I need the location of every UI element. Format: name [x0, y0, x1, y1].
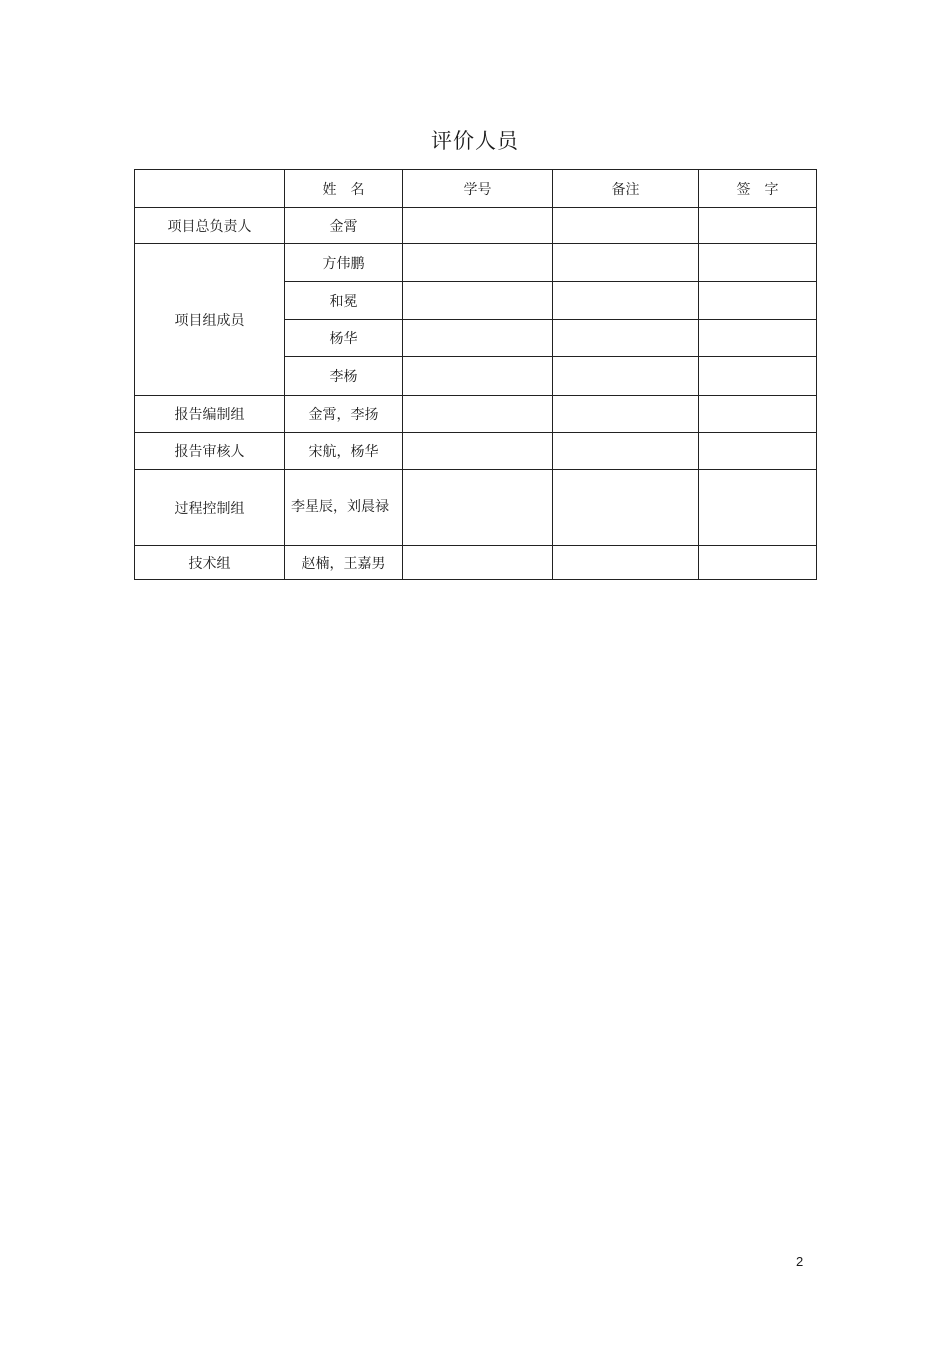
student-id-cell	[403, 396, 553, 433]
remarks-cell	[553, 208, 699, 244]
student-id-cell	[403, 357, 553, 396]
name-cell: 金霄	[285, 208, 403, 244]
student-id-cell	[403, 433, 553, 470]
table-row	[135, 470, 817, 546]
signature-cell	[699, 282, 817, 320]
remarks-cell	[553, 357, 699, 396]
name-cell: 方伟鹏	[285, 244, 403, 282]
name-cell: 和冕	[285, 282, 403, 320]
table-row	[135, 546, 817, 580]
student-id-cell	[403, 320, 553, 357]
remarks-cell	[553, 282, 699, 320]
table-row	[135, 396, 817, 433]
student-id-cell	[403, 282, 553, 320]
header-name: 姓 名	[285, 170, 403, 208]
remarks-cell	[553, 433, 699, 470]
signature-cell	[699, 546, 817, 580]
header-remarks: 备注	[553, 170, 699, 208]
signature-cell	[699, 396, 817, 433]
signature-cell	[699, 357, 817, 396]
role-cell: 报告编制组	[135, 396, 285, 433]
role-cell: 报告审核人	[135, 433, 285, 470]
signature-cell	[699, 320, 817, 357]
header-signature: 签 字	[699, 170, 817, 208]
role-cell: 项目组成员	[135, 244, 285, 396]
name-cell: 金霄，李扬	[285, 396, 403, 433]
name-cell: 宋航，杨华	[285, 433, 403, 470]
table-header-row	[135, 170, 817, 208]
staff-table	[134, 169, 817, 580]
student-id-cell	[403, 470, 553, 546]
student-id-cell	[403, 244, 553, 282]
signature-cell	[699, 208, 817, 244]
name-cell: 李星辰，刘晨禄	[285, 470, 403, 546]
role-cell: 技术组	[135, 546, 285, 580]
header-role	[135, 170, 285, 208]
student-id-cell	[403, 208, 553, 244]
remarks-cell	[553, 244, 699, 282]
student-id-cell	[403, 546, 553, 580]
table-row	[135, 433, 817, 470]
page-title: 评价人员	[431, 129, 519, 153]
table-row	[135, 244, 817, 282]
table-row	[135, 208, 817, 244]
remarks-cell	[553, 470, 699, 546]
role-cell: 过程控制组	[135, 470, 285, 546]
remarks-cell	[553, 546, 699, 580]
header-student-id: 学号	[403, 170, 553, 208]
name-cell: 杨华	[285, 320, 403, 357]
name-cell: 赵楠，王嘉男	[285, 546, 403, 580]
signature-cell	[699, 244, 817, 282]
role-cell: 项目总负责人	[135, 208, 285, 244]
name-cell: 李杨	[285, 357, 403, 396]
page-number: 2	[796, 1254, 804, 1269]
signature-cell	[699, 433, 817, 470]
remarks-cell	[553, 320, 699, 357]
signature-cell	[699, 470, 817, 546]
remarks-cell	[553, 396, 699, 433]
